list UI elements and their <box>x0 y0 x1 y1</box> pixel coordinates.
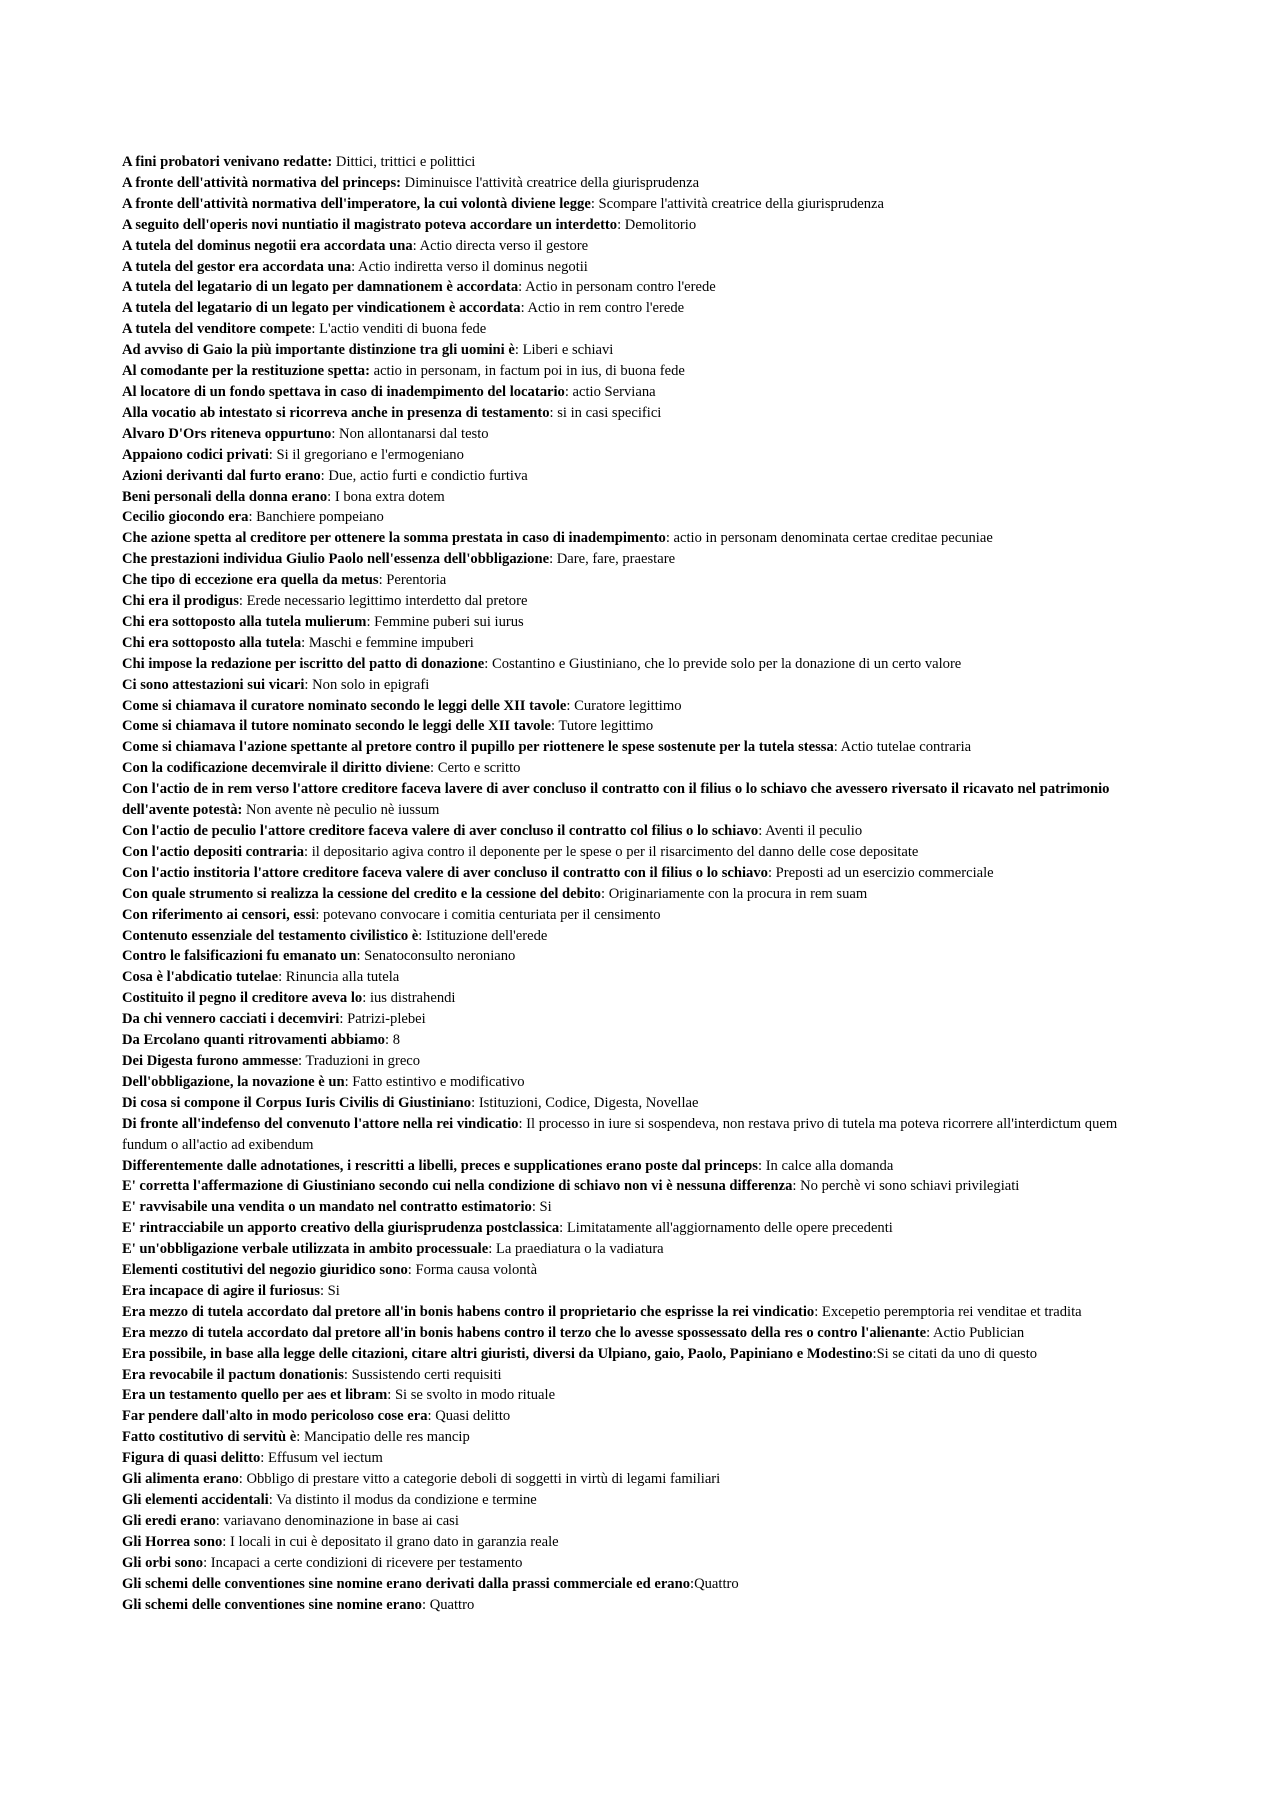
answer-text: Effusum vel iectum <box>267 1450 383 1467</box>
question-text: Con l'actio depositi contraria <box>122 843 305 860</box>
answer-text: Maschi e femmine impuberi <box>308 634 474 651</box>
answer-text: Certo e scritto <box>437 760 521 777</box>
answer-text: actio in personam denominata certae creditae pecuniae <box>673 530 993 547</box>
question-text: E' rintracciabile un apporto creativo della giurisprudenza postclassica <box>122 1220 560 1237</box>
question-text: Dell'obbligazione, la novazione è un <box>122 1073 345 1090</box>
separator: : <box>268 446 277 463</box>
question-text: Come si chiamava il tutore nominato secondo le leggi delle XII tavole <box>122 718 551 735</box>
answer-text: si in casi specifici <box>557 404 662 421</box>
qa-entry <box>122 1490 1162 1511</box>
qa-entry <box>122 1448 1162 1469</box>
separator: : <box>872 1345 877 1362</box>
question-text: Di cosa si compone il Corpus Iuris Civilis di Giustiniano <box>122 1094 472 1111</box>
separator: : <box>366 613 375 630</box>
separator: : <box>260 1450 268 1467</box>
separator: : <box>339 1011 348 1028</box>
qa-entry <box>122 1532 1162 1553</box>
answer-text: Quattro <box>429 1596 475 1613</box>
separator: : <box>600 885 609 902</box>
qa-entry <box>122 403 1162 424</box>
answer-text: Actio directa verso il gestore <box>419 237 589 254</box>
separator: : <box>484 655 492 672</box>
qa-entry <box>122 716 1162 737</box>
question-text: Era possibile, in base alla legge delle citazioni, citare altri giuristi, diversi da Ulpiano, gaio, Paolo, Papiniano e Modestino <box>122 1345 873 1362</box>
qa-entry <box>122 1385 1162 1406</box>
question-text: Con riferimento ai censori, essi <box>122 906 316 923</box>
qa-entry <box>122 382 1162 403</box>
qa-entry <box>122 737 1162 758</box>
answer-text: Incapaci a certe condizioni di ricevere per testamento <box>210 1554 523 1571</box>
question-text: Elementi costitutivi del negozio giuridico sono <box>122 1262 408 1279</box>
answer-text: variavano denominazione in base ai casi <box>223 1512 459 1529</box>
separator: : <box>248 509 257 526</box>
answer-text: Diminuisce l'attività creatrice della giurisprudenza <box>404 174 700 191</box>
qa-entry <box>122 1218 1162 1239</box>
question-text: Costituito il pegno il creditore aveva lo <box>122 990 363 1007</box>
answer-text: Costantino e Giustiniano, che lo previde solo per la donazione di un certo valore <box>491 655 962 672</box>
qa-entry <box>122 1197 1162 1218</box>
separator: : <box>331 425 340 442</box>
answer-text: Fatto estintivo e modificativo <box>352 1073 525 1090</box>
separator: : <box>520 300 528 317</box>
answer-text: Preposti ad un esercizio commerciale <box>775 864 994 881</box>
question-text: Gli schemi delle conventiones sine nomine erano <box>122 1596 422 1613</box>
answer-text: il depositario agiva contro il deponente per le spese o per il risarcimento del danno delle cose depositate <box>311 843 919 860</box>
qa-entry <box>122 570 1162 591</box>
answer-text: Actio in rem contro l'erede <box>527 300 685 317</box>
question-text: Dei Digesta furono ammesse <box>122 1052 299 1069</box>
question-text: Gli orbi sono <box>122 1554 204 1571</box>
qa-entry <box>122 1030 1162 1051</box>
answer-text: Excepetio peremptoria rei venditae et tradita <box>821 1303 1082 1320</box>
separator: : <box>549 551 557 568</box>
question-text: Con l'actio de in rem verso l'attore creditore faceva lavere di aver concluso il contratto con il filius o lo schiavo che avessero riversato il ricavato nel patrimonio dell'avente potestà: <box>122 781 1110 819</box>
qa-entry <box>122 257 1162 278</box>
separator: : <box>412 237 420 254</box>
answer-text: actio in personam, in factum poi in ius, di buona fede <box>373 363 685 380</box>
answer-text: Dittici, trittici e polittici <box>335 154 476 170</box>
separator: : <box>268 1492 277 1508</box>
question-text: Alla vocatio ab intestato si ricorreva anche in presenza di testamento <box>122 404 550 421</box>
question-text: Beni personali della donna erano <box>122 488 328 505</box>
qa-entry <box>122 1511 1162 1532</box>
answer-text: I bona extra dotem <box>334 488 445 505</box>
question-text: Far pendere dall'alto in modo pericoloso cose era <box>122 1408 428 1425</box>
answer-text: Scompare l'attività creatrice della giurisprudenza <box>598 195 885 212</box>
qa-entry <box>122 549 1162 570</box>
qa-entry <box>122 696 1162 717</box>
answer-text: Si se svolto in modo rituale <box>394 1387 556 1404</box>
separator: : <box>690 1575 695 1592</box>
separator: : <box>564 383 573 400</box>
qa-entry <box>122 863 1162 884</box>
separator: : <box>278 969 286 986</box>
answer-text: 8 <box>392 1032 400 1049</box>
separator: : <box>327 488 335 505</box>
answer-text: actio Serviana <box>572 383 656 400</box>
qa-entry <box>122 1344 1162 1365</box>
answer-text: Il processo in iure si sospendeva, non restava privo di tutela ma poteva ricorrere all'interdictum quem fundum o all'actio ad exibendum <box>122 1115 1118 1153</box>
answer-text: Liberi e schiavi <box>522 342 614 359</box>
qa-entry <box>122 654 1162 675</box>
answer-text: Sussistendo certi requisiti <box>351 1366 502 1383</box>
separator: : <box>833 739 841 756</box>
answer-text: Obbligo di prestare vitto a categorie deboli di soggetti in virtù di legami familiari <box>246 1471 721 1488</box>
question-text: Appaiono codici privati <box>122 446 269 463</box>
qa-entry <box>122 507 1162 528</box>
separator: : <box>343 1366 352 1383</box>
qa-entry <box>122 1114 1162 1156</box>
question-text: Che prestazioni individua Giulio Paolo nell'essenza dell'obbligazione <box>122 551 550 568</box>
qa-entry <box>122 884 1162 905</box>
answer-text: In calce alla domanda <box>765 1157 894 1174</box>
separator: : <box>387 1387 395 1404</box>
qa-entry <box>122 528 1162 549</box>
question-text: Era revocabile il pactum donationis <box>122 1366 344 1383</box>
qa-entry <box>122 758 1162 779</box>
question-text: Con l'actio institoria l'attore creditore faceva valere di aver concluso il contratto con il filius o lo schiavo <box>122 864 768 881</box>
answer-text: Si il gregoriano e l'ermogeniano <box>276 446 464 463</box>
question-text: A fini probatori venivano redatte: <box>122 154 333 170</box>
question-text: Chi era sottoposto alla tutela <box>122 634 302 651</box>
document-body <box>122 152 1162 1615</box>
answer-text: Traduzioni in greco <box>305 1052 421 1069</box>
question-text: Da chi vennero cacciati i decemviri <box>122 1011 340 1028</box>
answer-text: Non solo in epigrafi <box>312 676 430 693</box>
qa-entry <box>122 445 1162 466</box>
answer-text: Due, actio furti e condictio furtiva <box>328 467 528 484</box>
question-text: Contro le falsificazioni fu emanato un <box>122 948 357 965</box>
separator: : <box>421 1596 430 1613</box>
qa-entry <box>122 215 1162 236</box>
separator: : <box>471 1094 479 1111</box>
qa-entry <box>122 1469 1162 1490</box>
qa-entry <box>122 1051 1162 1072</box>
answer-text: Tutore legittimo <box>558 718 654 735</box>
question-text: Gli alimenta erano <box>122 1471 239 1488</box>
qa-entry <box>122 1093 1162 1114</box>
answer-text: Rinuncia alla tutela <box>285 969 400 986</box>
answer-text: Si se citati da uno di questo <box>876 1345 1038 1362</box>
separator: : <box>549 404 558 421</box>
answer-text: Originariamente con la procura in rem suam <box>608 885 868 902</box>
answer-text: Erede necessario legittimo interdetto dal pretore <box>246 593 528 610</box>
answer-text: Istituzioni, Codice, Digesta, Novellae <box>478 1094 699 1111</box>
question-text: Come si chiamava l'azione spettante al pretore contro il pupillo per riottenere le spese sostenute per la tutela stessa <box>122 739 834 756</box>
answer-text: Non allontanarsi dal testo <box>339 425 489 442</box>
separator: : <box>378 572 387 589</box>
question-text: Cecilio giocondo era <box>122 509 249 526</box>
question-text: Cosa è l'abdicatio tutelae <box>122 969 279 986</box>
question-text: E' corretta l'affermazione di Giustiniano secondo cui nella condizione di schiavo non vi è nessuna differenza <box>122 1178 793 1195</box>
separator: : <box>384 1032 393 1049</box>
answer-text: Actio indiretta verso il dominus negotii <box>358 258 588 275</box>
separator: : <box>518 1115 527 1132</box>
question-text: Era mezzo di tutela accordato dal pretore all'in bonis habens contro il terzo che lo avesse spossessato della res o contro l'alienante <box>122 1324 927 1341</box>
answer-text: Mancipatio delle res mancip <box>304 1429 470 1446</box>
answer-text: ius distrahendi <box>369 990 456 1007</box>
separator: : <box>407 1262 416 1279</box>
question-text: Con l'actio de peculio l'attore creditore faceva valere di aver concluso il contratto col filius o lo schiavo <box>122 823 759 839</box>
qa-entry <box>122 152 1162 173</box>
separator: : <box>514 342 523 359</box>
qa-entry <box>122 1176 1162 1197</box>
qa-entry <box>122 1009 1162 1030</box>
qa-entry <box>122 1427 1162 1448</box>
separator: : <box>551 718 559 735</box>
qa-entry <box>122 988 1162 1009</box>
separator: : <box>356 948 365 965</box>
qa-entry <box>122 361 1162 382</box>
separator: : <box>298 1052 306 1069</box>
answer-text: Banchiere pompeiano <box>256 509 384 526</box>
qa-entry <box>122 298 1162 319</box>
answer-text: La praediatura o la vadiatura <box>495 1241 664 1258</box>
separator: : <box>215 1512 224 1529</box>
question-text: Con la codificazione decemvirale il diritto diviene <box>122 760 431 777</box>
question-text: Fatto costitutivo di servitù è <box>122 1429 297 1446</box>
answer-text: Perentoria <box>386 572 447 589</box>
question-text: A tutela del gestor era accordata una <box>122 258 352 275</box>
qa-entry <box>122 1553 1162 1574</box>
qa-entry <box>122 1302 1162 1323</box>
separator: : <box>319 1282 328 1299</box>
answer-text: L'actio venditi di buona fede <box>319 321 487 338</box>
qa-entry <box>122 173 1162 194</box>
answer-text: Actio Publician <box>933 1324 1025 1341</box>
question-text: Era mezzo di tutela accordato dal pretore all'in bonis habens contro il proprietario che esprisse la rei vindicatio <box>122 1303 815 1320</box>
separator: : <box>665 530 674 547</box>
answer-text: Non avente nè peculio nè iussum <box>246 802 440 819</box>
answer-text: Dare, fare, praestare <box>556 551 676 568</box>
answer-text: Forma causa volontà <box>415 1262 538 1279</box>
separator: : <box>304 676 313 693</box>
question-text: A tutela del dominus negotii era accordata una <box>122 237 413 254</box>
question-text: Era incapace di agire il furiosus <box>122 1282 320 1299</box>
question-text: Chi era il prodigus <box>122 593 239 610</box>
qa-entry <box>122 633 1162 654</box>
question-text: A tutela del venditore compete <box>122 321 312 338</box>
question-text: Gli schemi delle conventiones sine nomine erano derivati dalla prassi commerciale ed erano <box>122 1575 691 1592</box>
separator: : <box>617 216 625 233</box>
separator: : <box>559 1220 567 1237</box>
question-text: Chi impose la redazione per iscritto del patto di donazione <box>122 655 485 672</box>
answer-text: Si <box>539 1199 552 1216</box>
question-text: Chi era sottoposto alla tutela mulierum <box>122 613 367 630</box>
separator: : <box>304 843 312 860</box>
answer-text: Istituzione dell'erede <box>425 927 548 944</box>
qa-entry <box>122 1156 1162 1177</box>
answer-text: potevano convocare i comitia centuriata per il censimento <box>323 906 661 923</box>
question-text: A fronte dell'attività normativa del princeps: <box>122 174 402 191</box>
qa-entry <box>122 1365 1162 1386</box>
separator: : <box>757 1157 766 1174</box>
separator: : <box>427 1408 436 1425</box>
separator: : <box>566 697 575 714</box>
separator: : <box>344 1073 353 1090</box>
question-text: Come si chiamava il curatore nominato secondo le leggi delle XII tavole <box>122 697 567 714</box>
answer-text: Si <box>327 1282 340 1299</box>
answer-text: Senatoconsulto neroniano <box>364 948 516 965</box>
qa-entry <box>122 591 1162 612</box>
answer-text: Demolitorio <box>624 216 697 233</box>
answer-text: Femmine puberi sui iurus <box>374 613 524 630</box>
question-text: Era un testamento quello per aes et libram <box>122 1387 388 1404</box>
qa-entry <box>122 1574 1162 1595</box>
question-text: E' ravvisabile una vendita o un mandato nel contratto estimatorio <box>122 1199 532 1216</box>
question-text: Differentemente dalle adnotationes, i rescritti a libelli, preces e supplicationes erano poste dal princeps <box>122 1157 758 1174</box>
separator: : <box>301 634 309 651</box>
separator: : <box>222 1533 230 1550</box>
separator: : <box>320 467 329 484</box>
separator: : <box>792 1178 801 1195</box>
answer-text: Curatore legittimo <box>574 697 682 714</box>
qa-entry <box>122 1072 1162 1093</box>
answer-text: Patrizi-plebei <box>347 1011 426 1028</box>
separator: : <box>518 279 526 296</box>
qa-entry <box>122 277 1162 298</box>
question-text: Da Ercolano quanti ritrovamenti abbiamo <box>122 1032 385 1049</box>
question-text: Figura di quasi delitto <box>122 1450 261 1467</box>
question-text: Di fronte all'indefenso del convenuto l'attore nella rei vindicatio <box>122 1115 519 1132</box>
question-text: Che azione spetta al creditore per ottenere la somma prestata in caso di inadempimento <box>122 530 666 547</box>
qa-entry <box>122 1406 1162 1427</box>
question-text: Ad avviso di Gaio la più importante distinzione tra gli uomini è <box>122 342 515 359</box>
separator: : <box>418 927 426 944</box>
question-text: E' un'obbligazione verbale utilizzata in ambito processuale <box>122 1241 489 1258</box>
separator: : <box>926 1324 933 1341</box>
qa-entry <box>122 1595 1162 1616</box>
qa-entry <box>122 1239 1162 1260</box>
qa-entry <box>122 905 1162 926</box>
question-text: Gli eredi erano <box>122 1512 216 1529</box>
question-text: A tutela del legatario di un legato per damnationem è accordata <box>122 279 519 296</box>
separator: : <box>351 258 359 275</box>
answer-text: Actio in personam contro l'erede <box>525 279 716 296</box>
answer-text: Quattro <box>694 1575 739 1592</box>
separator: : <box>430 760 438 777</box>
separator: : <box>238 1471 247 1488</box>
answer-text: No perchè vi sono schiavi privilegiati <box>800 1178 1020 1195</box>
separator: : <box>203 1554 211 1571</box>
question-text: Alvaro D'Ors riteneva oppurtuno <box>122 425 332 442</box>
answer-text: Limitatamente all'aggiornamento delle opere precedenti <box>566 1220 893 1237</box>
question-text: Contenuto essenziale del testamento civilistico è <box>122 927 419 944</box>
answer-text: Aventi il peculio <box>765 823 863 839</box>
question-text: A seguito dell'operis novi nuntiatio il magistrato poteva accordare un interdetto <box>122 216 618 233</box>
question-text: Con quale strumento si realizza la cessione del credito e la cessione del debito <box>122 885 601 902</box>
qa-entry <box>122 821 1162 842</box>
qa-entry <box>122 340 1162 361</box>
separator: : <box>488 1241 496 1258</box>
answer-text: I locali in cui è depositato il grano dato in garanzia reale <box>229 1533 559 1550</box>
question-text: Gli Horrea sono <box>122 1533 223 1550</box>
separator: : <box>767 864 776 881</box>
separator: : <box>814 1303 822 1320</box>
question-text: A fronte dell'attività normativa dell'imperatore, la cui volontà diviene legge <box>122 195 591 212</box>
separator: : <box>590 195 599 212</box>
qa-entry <box>122 319 1162 340</box>
separator: : <box>238 593 247 610</box>
separator: : <box>296 1429 304 1446</box>
qa-entry <box>122 612 1162 633</box>
qa-entry <box>122 946 1162 967</box>
qa-entry <box>122 1323 1162 1344</box>
question-text: Ci sono attestazioni sui vicari <box>122 676 305 693</box>
question-text: A tutela del legatario di un legato per vindicationem è accordata <box>122 300 521 317</box>
question-text: Azioni derivanti dal furto erano <box>122 467 321 484</box>
separator: : <box>362 990 370 1007</box>
qa-entry <box>122 424 1162 445</box>
separator: : <box>531 1199 540 1216</box>
answer-text: Quasi delitto <box>435 1408 511 1425</box>
question-text: Al comodante per la restituzione spetta: <box>122 363 370 380</box>
qa-entry <box>122 779 1162 821</box>
separator: : <box>311 321 320 338</box>
qa-entry <box>122 1260 1162 1281</box>
question-text: Gli elementi accidentali <box>122 1492 269 1508</box>
qa-entry <box>122 466 1162 487</box>
qa-entry <box>122 675 1162 696</box>
answer-text: Va distinto il modus da condizione e termine <box>276 1492 537 1508</box>
qa-entry <box>122 842 1162 863</box>
question-text: Al locatore di un fondo spettava in caso di inadempimento del locatario <box>122 383 565 400</box>
qa-entry <box>122 236 1162 257</box>
question-text: Che tipo di eccezione era quella da metus <box>122 572 379 589</box>
answer-text: Actio tutelae contraria <box>840 739 972 756</box>
qa-entry <box>122 1281 1162 1302</box>
separator: : <box>315 906 324 923</box>
qa-entry <box>122 967 1162 988</box>
qa-entry <box>122 487 1162 508</box>
separator: : <box>758 823 766 839</box>
qa-entry <box>122 194 1162 215</box>
qa-entry <box>122 926 1162 947</box>
